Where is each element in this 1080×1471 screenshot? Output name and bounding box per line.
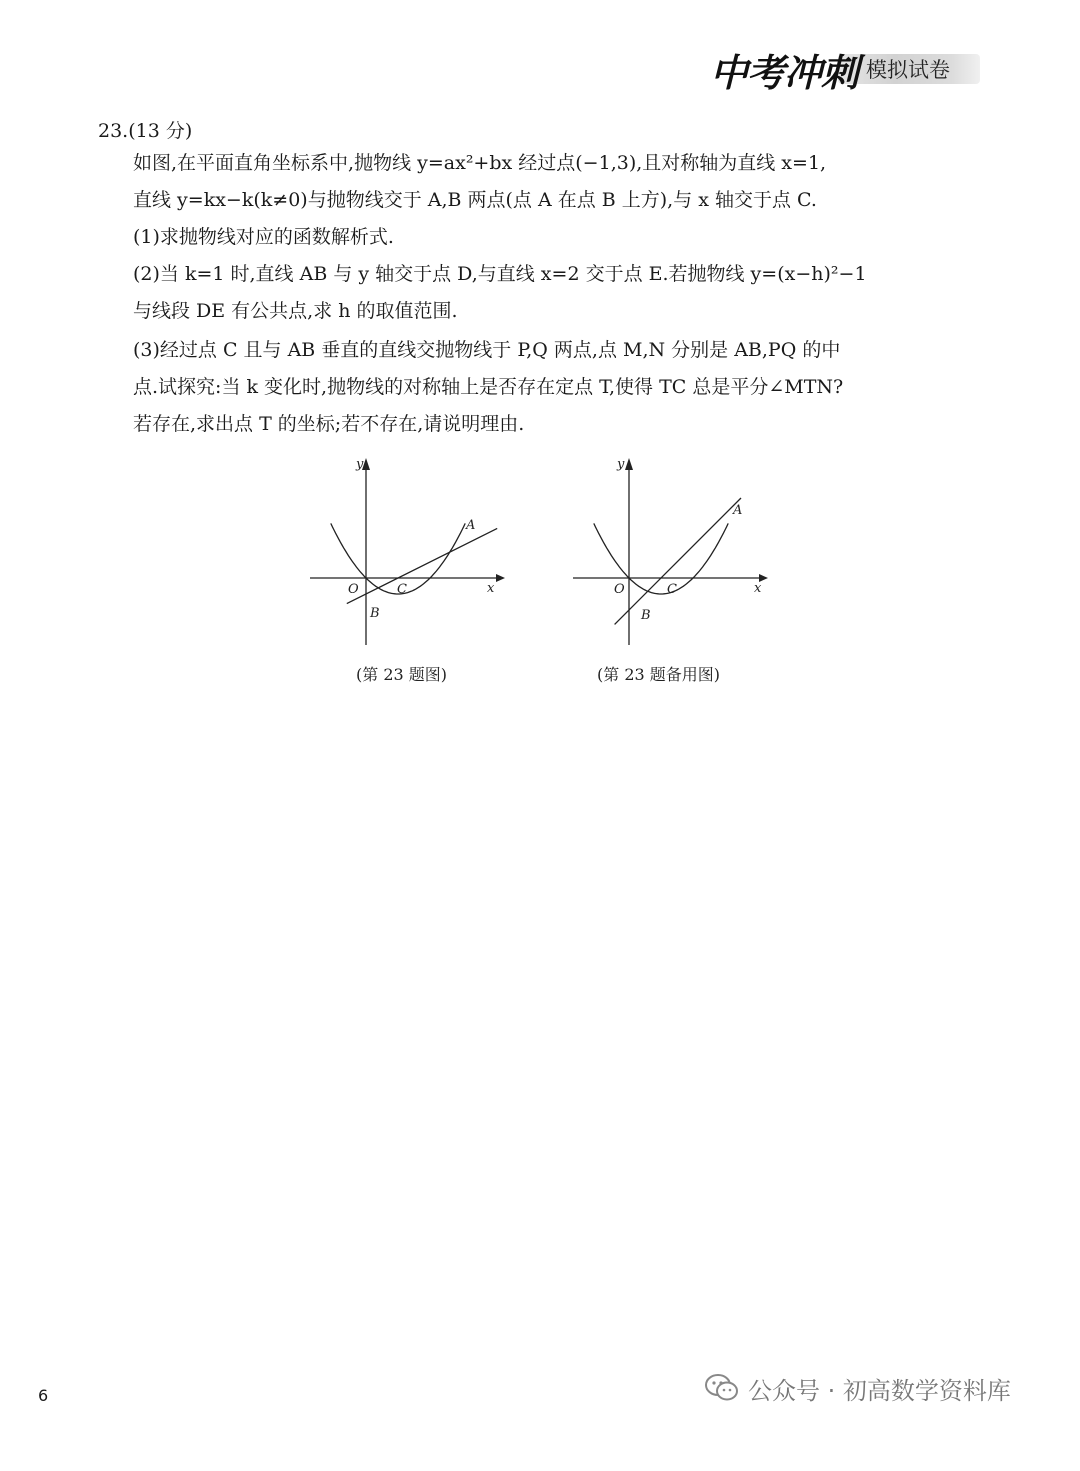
parabola-graph-backup [563, 450, 773, 650]
question-line: 若存在,求出点 T 的坐标;若不存在,请说明理由. [133, 413, 525, 435]
question-line: 如图,在平面直角坐标系中,抛物线 y=ax²+bx 经过点(−1,3),且对称轴为直线 x=1, [133, 152, 827, 174]
point-b-label: B [641, 608, 651, 623]
question-line: (1)求抛物线对应的函数解析式. [133, 226, 394, 248]
header-banner [700, 40, 982, 95]
y-axis-arrow [625, 458, 633, 470]
question-line: (2)当 k=1 时,直线 AB 与 y 轴交于点 D,与直线 x=2 交于点 E.若抛物线 y=(x−h)²−1 [133, 263, 867, 285]
parabola-graph [300, 450, 510, 650]
origin-label: O [614, 582, 625, 597]
question-line: 点.试探究:当 k 变化时,抛物线的对称轴上是否存在定点 T,使得 TC 总是平分∠MTN? [133, 376, 844, 398]
wechat-icon [704, 1372, 740, 1404]
point-a-label: A [466, 518, 476, 533]
question-number: 23.(13 分) [98, 120, 193, 142]
y-axis-label: y [356, 457, 364, 472]
page-number: 6 [38, 1386, 49, 1405]
figure-backup [563, 450, 773, 650]
question-line: 与线段 DE 有公共点,求 h 的取值范围. [133, 300, 458, 322]
point-a-label: A [733, 503, 743, 518]
question-line: 直线 y=kx−k(k≠0)与抛物线交于 A,B 两点(点 A 在点 B 上方),与 x 轴交于点 C. [133, 189, 817, 211]
point-b-label: B [370, 606, 380, 621]
point-c-label: C [667, 582, 677, 597]
y-axis-label: y [617, 457, 625, 472]
line-ab [615, 498, 741, 624]
question-line: (3)经过点 C 且与 AB 垂直的直线交抛物线于 P,Q 两点,点 M,N 分别是 AB,PQ 的中 [133, 339, 841, 361]
figure-main-caption: (第 23 题图) [356, 665, 448, 684]
figure-backup-caption: (第 23 题备用图) [597, 665, 721, 684]
x-axis-arrow [496, 574, 505, 582]
x-axis-label: x [487, 581, 495, 596]
brand-subtitle: 模拟试卷 [866, 58, 950, 82]
line-ab [347, 528, 497, 603]
figure-main [300, 450, 510, 650]
x-axis-label: x [754, 581, 762, 596]
watermark-text: 公众号 · 初高数学资料库 [748, 1376, 1011, 1405]
brand-title: 中考冲刺 [710, 50, 859, 95]
origin-label: O [348, 582, 359, 597]
point-c-label: C [397, 582, 407, 597]
watermark [704, 1370, 1011, 1406]
